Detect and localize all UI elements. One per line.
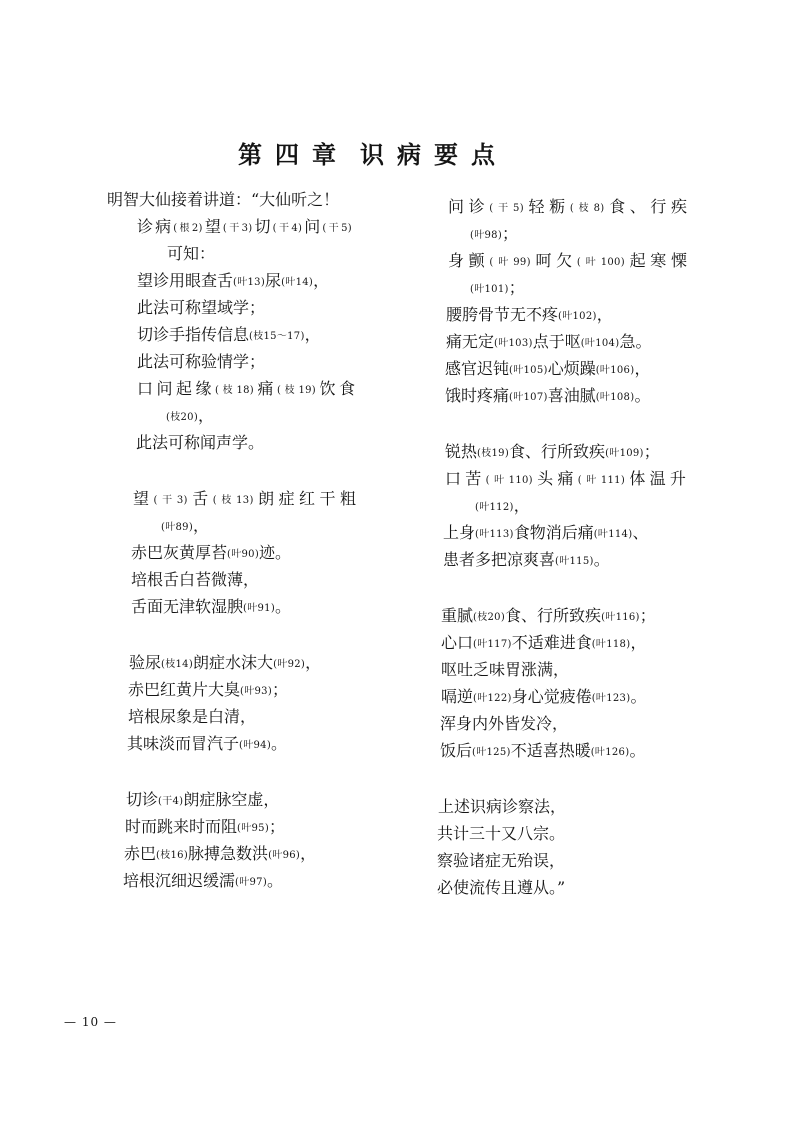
verse-line: 此法可称闻声学。 xyxy=(136,433,265,452)
annotation-ref: (叶105) xyxy=(509,365,548,376)
verse-line: 诊病(根2)望(干3)切(干4)问(干5) xyxy=(137,217,352,236)
annotation-ref: (叶113) xyxy=(475,529,514,540)
annotation-ref: (叶123) xyxy=(591,693,631,704)
annotation-ref: (叶91) xyxy=(243,603,276,614)
annotation-ref: (干5) xyxy=(322,223,352,234)
annotation-ref: (叶94) xyxy=(239,740,272,751)
verse-line: 赤巴红黄片大臭(叶93)； xyxy=(128,680,289,699)
verse-line: 腰胯骨节无不疼(叶102)， xyxy=(446,305,613,324)
verse-line: 重腻(枝20)食、行所致疾(叶116)； xyxy=(441,606,656,625)
chapter-title: 识病要点 xyxy=(360,140,508,169)
annotation-ref: (叶100) xyxy=(576,257,625,268)
annotation-ref: (叶125) xyxy=(472,747,511,758)
annotation-ref: (叶14) xyxy=(281,277,314,288)
annotation-ref: (干5) xyxy=(489,203,524,214)
verse-line: 共计三十又八宗。 xyxy=(437,824,566,843)
verse-line: (叶98)； xyxy=(470,224,519,243)
annotation-ref: (叶103) xyxy=(494,338,533,349)
annotation-ref: (叶118) xyxy=(591,639,631,650)
annotation-ref: (叶93) xyxy=(240,686,273,697)
annotation-ref: (叶92) xyxy=(273,659,306,670)
annotation-ref: (枝8) xyxy=(569,203,605,214)
verse-line: 舌面无津软湿腴(叶91)。 xyxy=(131,597,292,616)
verse-line: 赤巴(枝16)脉搏急数洪(叶96)， xyxy=(124,844,317,863)
verse-line: 饿时疼痛(叶107)喜油腻(叶108)。 xyxy=(445,386,651,405)
annotation-ref: (干4) xyxy=(272,223,303,234)
annotation-ref: (叶108) xyxy=(595,392,635,403)
annotation-ref: (叶109) xyxy=(605,448,644,459)
annotation-ref: (根2) xyxy=(173,223,203,234)
annotation-ref: (叶97) xyxy=(235,877,268,888)
annotation-ref: (叶126) xyxy=(590,747,630,758)
annotation-ref: (叶95) xyxy=(237,823,270,834)
annotation-ref: (干4) xyxy=(158,796,184,807)
verse-line: 上身(叶113)食物消后痛(叶114)、 xyxy=(443,523,649,542)
verse-line: 培根沉细迟缓濡(叶97)。 xyxy=(123,871,284,890)
verse-line: 时而跳来时而阻(叶95)； xyxy=(125,817,286,836)
annotation-ref: (叶107) xyxy=(509,392,548,403)
annotation-ref: (叶110) xyxy=(485,475,533,486)
verse-line: 其味淡而冒汽子(叶94)。 xyxy=(127,734,288,753)
annotation-ref: (枝19) xyxy=(477,448,510,459)
annotation-ref: (枝20) xyxy=(166,412,199,423)
verse-line: 必使流传且遵从。” xyxy=(437,878,566,897)
verse-line: 上述识病诊察法， xyxy=(438,797,567,816)
annotation-ref: (枝16) xyxy=(156,850,189,861)
annotation-ref: (叶13) xyxy=(233,277,266,288)
verse-line: (叶89)， xyxy=(161,516,210,535)
chapter-number: 第四章 xyxy=(238,140,349,169)
verse-line: 此法可称望域学； xyxy=(137,298,266,317)
page-number: — 10 — xyxy=(64,1015,117,1029)
annotation-ref: (叶115) xyxy=(555,556,594,567)
annotation-ref: (叶99) xyxy=(489,257,531,268)
verse-line: 口问起缘(枝18)痛(枝19)饮食 xyxy=(137,379,355,398)
verse-line: 可知： xyxy=(167,244,216,263)
verse-line: 验尿(枝14)朗症水沫大(叶92)， xyxy=(129,653,322,672)
verse-line: (枝20)， xyxy=(166,406,215,425)
verse-line: 问诊(干5)轻粝(枝8)食、行疾 xyxy=(448,197,687,216)
verse-line: 培根尿象是白清， xyxy=(128,707,257,726)
annotation-ref: (干3) xyxy=(153,495,188,506)
verse-line: 心口(叶117)不适难进食(叶118)， xyxy=(441,633,647,652)
verse-line: 身颤(叶99)呵欠(叶100)起寒慄 xyxy=(448,251,687,270)
annotation-ref: (叶90) xyxy=(227,549,260,560)
annotation-ref: (叶102) xyxy=(558,311,597,322)
annotation-ref: (叶112) xyxy=(475,502,514,513)
verse-line: 饭后(叶125)不适喜热暖(叶126)。 xyxy=(440,741,646,760)
annotation-ref: (叶104) xyxy=(580,338,620,349)
verse-line: 锐热(枝19)食、行所致疾(叶109)； xyxy=(445,442,660,461)
verse-line: 浑身内外皆发冷， xyxy=(440,714,569,733)
annotation-ref: (叶117) xyxy=(473,639,512,650)
annotation-ref: (叶111) xyxy=(577,475,626,486)
verse-line: 患者多把凉爽喜(叶115)。 xyxy=(443,550,610,569)
verse-line: 赤巴灰黄厚苔(叶90)迹。 xyxy=(131,543,292,562)
annotation-ref: (叶122) xyxy=(473,693,512,704)
annotation-ref: (枝13) xyxy=(212,495,254,506)
right-column xyxy=(0,193,793,901)
annotation-ref: (枝15～17) xyxy=(249,331,305,342)
verse-line: 切诊(干4)朗症脉空虚， xyxy=(126,790,280,809)
annotation-ref: (干3) xyxy=(222,223,253,234)
annotation-ref: (叶89) xyxy=(161,522,194,533)
verse-line: (叶112)， xyxy=(475,496,530,515)
annotation-ref: (叶114) xyxy=(593,529,633,540)
verse-line: 嗝逆(叶122)身心觉疲倦(叶123)。 xyxy=(441,687,647,706)
annotation-ref: (枝18) xyxy=(214,385,254,396)
verse-line: 望诊用眼查舌(叶13)尿(叶14)， xyxy=(137,271,330,290)
verse-line: 培根舌白苔微薄， xyxy=(131,570,260,589)
annotation-ref: (叶106) xyxy=(595,365,635,376)
annotation-ref: (枝19) xyxy=(276,385,316,396)
annotation-ref: (叶116) xyxy=(601,612,640,623)
verse-line: 明智大仙接着讲道：“大仙听之！ xyxy=(107,190,340,209)
verse-line: 呕吐乏味胃涨满， xyxy=(441,660,570,679)
verse-line: 此法可称验情学； xyxy=(137,352,266,371)
verse-line: 口苦(叶110)头痛(叶111)体温升 xyxy=(445,469,686,488)
annotation-ref: (叶101) xyxy=(470,284,509,295)
verse-line: 察验诸症无殆误， xyxy=(437,851,566,870)
verse-line: 切诊手指传信息(枝15～17)， xyxy=(137,325,321,344)
verse-line: (叶101)； xyxy=(470,278,525,297)
annotation-ref: (叶96) xyxy=(268,850,301,861)
verse-line: 望(干3)舌(枝13)朗症红干粗 xyxy=(133,489,356,508)
verse-line: 感官迟钝(叶105)心烦躁(叶106)， xyxy=(445,359,651,378)
annotation-ref: (枝20) xyxy=(473,612,506,623)
annotation-ref: (枝14) xyxy=(161,659,194,670)
annotation-ref: (叶98) xyxy=(470,230,503,241)
verse-line: 痛无定(叶103)点于呕(叶104)急。 xyxy=(446,332,652,351)
